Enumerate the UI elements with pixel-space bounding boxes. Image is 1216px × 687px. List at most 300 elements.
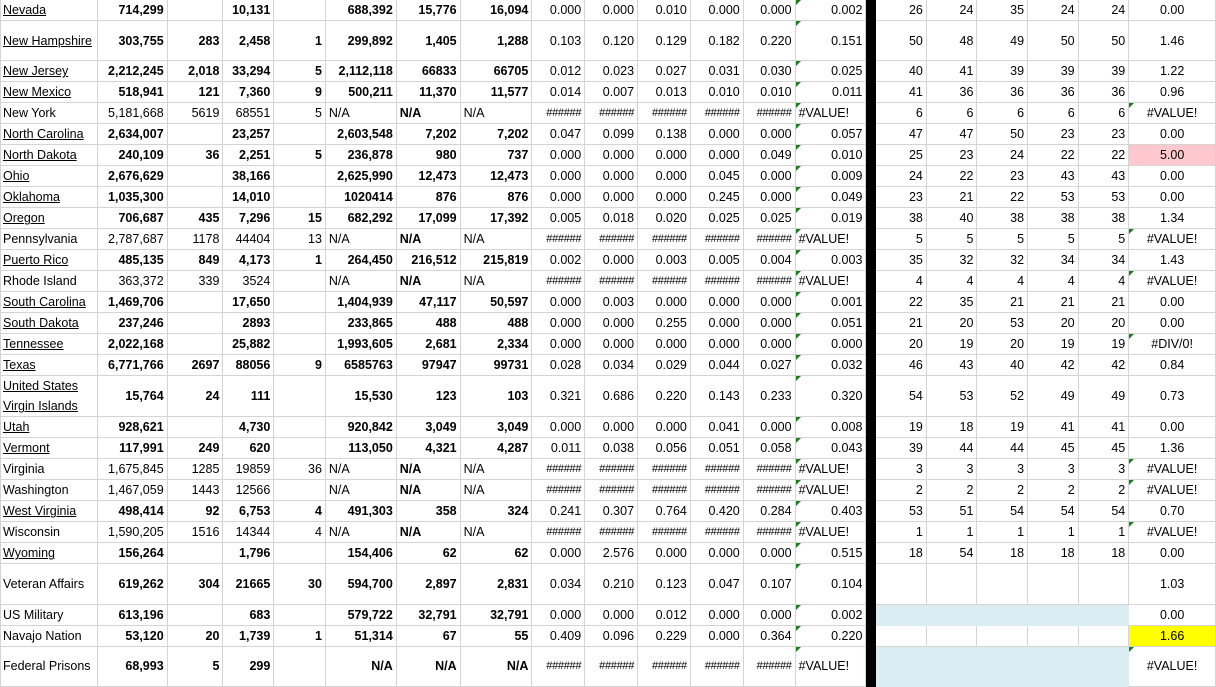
cell-c10[interactable]: 0.020 bbox=[638, 208, 691, 229]
cell-c12[interactable]: 0.010 bbox=[743, 82, 795, 103]
cell-c3[interactable]: 68551 bbox=[223, 103, 274, 124]
cell-c12[interactable]: 0.000 bbox=[743, 417, 795, 438]
cell-c5[interactable]: 299,892 bbox=[325, 21, 396, 61]
cell-c10[interactable]: 0.000 bbox=[638, 145, 691, 166]
cell-c5[interactable]: 233,865 bbox=[325, 313, 396, 334]
cell-c4[interactable] bbox=[274, 480, 326, 501]
cell-rank-2[interactable]: 41 bbox=[926, 61, 977, 82]
cell-rank-4[interactable]: 39 bbox=[1028, 61, 1079, 82]
cell-c2[interactable] bbox=[167, 187, 223, 208]
cell-c12[interactable]: ###### bbox=[743, 271, 795, 292]
cell-rank-3[interactable]: 3 bbox=[977, 459, 1028, 480]
cell-state-name[interactable] bbox=[1, 522, 98, 543]
cell-c2[interactable]: 121 bbox=[167, 82, 223, 103]
cell-c1[interactable]: 1,675,845 bbox=[97, 459, 167, 480]
state-link[interactable]: North Dakota bbox=[3, 148, 77, 163]
cell-c3[interactable]: 14,010 bbox=[223, 187, 274, 208]
cell-rank-3[interactable]: 32 bbox=[977, 250, 1028, 271]
cell-rank-3[interactable]: 18 bbox=[977, 543, 1028, 564]
cell-c10[interactable]: 0.764 bbox=[638, 501, 691, 522]
cell-c4[interactable] bbox=[274, 543, 326, 564]
cell-rank-4[interactable]: 21 bbox=[1028, 292, 1079, 313]
cell-rank-5[interactable] bbox=[1078, 604, 1129, 625]
cell-c2[interactable] bbox=[167, 0, 223, 21]
cell-c5[interactable]: 6585763 bbox=[325, 355, 396, 376]
cell-rank-2[interactable]: 53 bbox=[926, 376, 977, 417]
cell-c13[interactable]: #VALUE! bbox=[795, 271, 866, 292]
cell-c7[interactable]: 215,819 bbox=[460, 250, 532, 271]
cell-rank-4[interactable]: 18 bbox=[1028, 543, 1079, 564]
cell-c6[interactable]: 3,049 bbox=[396, 417, 460, 438]
cell-c1[interactable]: 15,764 bbox=[97, 376, 167, 417]
cell-c7[interactable]: 17,392 bbox=[460, 208, 532, 229]
cell-c3[interactable]: 21665 bbox=[223, 564, 274, 604]
cell-rank-1[interactable]: 23 bbox=[876, 187, 927, 208]
cell-c4[interactable] bbox=[274, 604, 326, 625]
cell-rank-4[interactable]: 6 bbox=[1028, 103, 1079, 124]
cell-c12[interactable]: 0.000 bbox=[743, 604, 795, 625]
cell-rank-1[interactable]: 38 bbox=[876, 208, 927, 229]
cell-c9[interactable]: ###### bbox=[585, 271, 638, 292]
cell-c12[interactable]: 0.000 bbox=[743, 124, 795, 145]
cell-c10[interactable]: ###### bbox=[638, 271, 691, 292]
state-link[interactable]: Texas bbox=[3, 358, 36, 373]
cell-rank-3[interactable]: 24 bbox=[977, 145, 1028, 166]
cell-ratio[interactable]: #DIV/0! bbox=[1129, 334, 1216, 355]
cell-c9[interactable]: ###### bbox=[585, 522, 638, 543]
cell-c11[interactable]: 0.420 bbox=[690, 501, 743, 522]
cell-c11[interactable]: 0.000 bbox=[690, 543, 743, 564]
cell-rank-3[interactable]: 40 bbox=[977, 355, 1028, 376]
cell-rank-3[interactable]: 19 bbox=[977, 417, 1028, 438]
cell-c6[interactable]: 32,791 bbox=[396, 604, 460, 625]
cell-c4[interactable] bbox=[274, 124, 326, 145]
cell-rank-4[interactable]: 54 bbox=[1028, 501, 1079, 522]
state-link[interactable]: New Hampshire bbox=[3, 33, 92, 48]
cell-ratio[interactable]: 0.84 bbox=[1129, 355, 1216, 376]
cell-rank-1[interactable]: 46 bbox=[876, 355, 927, 376]
state-link[interactable]: Ohio bbox=[3, 169, 30, 184]
cell-c7[interactable]: 7,202 bbox=[460, 124, 532, 145]
cell-ratio[interactable]: #VALUE! bbox=[1129, 459, 1216, 480]
cell-rank-1[interactable] bbox=[876, 604, 927, 625]
cell-c5[interactable]: N/A bbox=[325, 646, 396, 686]
cell-c7[interactable]: 2,831 bbox=[460, 564, 532, 604]
cell-ratio[interactable]: 1.46 bbox=[1129, 21, 1216, 61]
cell-rank-3[interactable] bbox=[977, 564, 1028, 604]
cell-c7[interactable]: 12,473 bbox=[460, 166, 532, 187]
cell-c2[interactable]: 1285 bbox=[167, 459, 223, 480]
cell-rank-1[interactable]: 2 bbox=[876, 480, 927, 501]
cell-c9[interactable]: 0.000 bbox=[585, 166, 638, 187]
cell-c11[interactable]: 0.245 bbox=[690, 187, 743, 208]
cell-c10[interactable]: ###### bbox=[638, 103, 691, 124]
cell-rank-3[interactable]: 4 bbox=[977, 271, 1028, 292]
cell-c4[interactable]: 13 bbox=[274, 229, 326, 250]
cell-rank-1[interactable] bbox=[876, 646, 927, 686]
cell-c13[interactable]: 0.057 bbox=[795, 124, 866, 145]
cell-rank-4[interactable]: 45 bbox=[1028, 438, 1079, 459]
cell-c13[interactable]: #VALUE! bbox=[795, 229, 866, 250]
cell-rank-1[interactable]: 24 bbox=[876, 166, 927, 187]
cell-rank-5[interactable]: 53 bbox=[1078, 187, 1129, 208]
cell-rank-2[interactable]: 24 bbox=[926, 0, 977, 21]
cell-c11[interactable]: ###### bbox=[690, 522, 743, 543]
cell-rank-3[interactable]: 49 bbox=[977, 21, 1028, 61]
cell-c6[interactable]: 67 bbox=[396, 625, 460, 646]
cell-state-name[interactable] bbox=[1, 124, 98, 145]
cell-ratio[interactable]: 0.00 bbox=[1129, 417, 1216, 438]
cell-c12[interactable]: 0.000 bbox=[743, 313, 795, 334]
cell-rank-4[interactable]: 34 bbox=[1028, 250, 1079, 271]
cell-c5[interactable]: 1,404,939 bbox=[325, 292, 396, 313]
cell-c5[interactable]: 154,406 bbox=[325, 543, 396, 564]
cell-c10[interactable]: 0.010 bbox=[638, 0, 691, 21]
cell-c12[interactable]: 0.000 bbox=[743, 166, 795, 187]
cell-rank-1[interactable]: 6 bbox=[876, 103, 927, 124]
cell-c2[interactable]: 2697 bbox=[167, 355, 223, 376]
cell-state-name[interactable] bbox=[1, 82, 98, 103]
cell-c5[interactable]: N/A bbox=[325, 229, 396, 250]
cell-c7[interactable]: N/A bbox=[460, 522, 532, 543]
cell-c1[interactable]: 714,299 bbox=[97, 0, 167, 21]
cell-state-name[interactable] bbox=[1, 480, 98, 501]
cell-rank-2[interactable]: 5 bbox=[926, 229, 977, 250]
cell-rank-5[interactable]: 2 bbox=[1078, 480, 1129, 501]
cell-c12[interactable]: 0.000 bbox=[743, 0, 795, 21]
cell-c13[interactable]: 0.008 bbox=[795, 417, 866, 438]
cell-c6[interactable]: 876 bbox=[396, 187, 460, 208]
cell-rank-5[interactable]: 5 bbox=[1078, 229, 1129, 250]
cell-ratio[interactable]: #VALUE! bbox=[1129, 271, 1216, 292]
cell-c6[interactable]: 97947 bbox=[396, 355, 460, 376]
cell-c7[interactable]: 50,597 bbox=[460, 292, 532, 313]
cell-ratio[interactable]: 0.70 bbox=[1129, 501, 1216, 522]
cell-c1[interactable]: 619,262 bbox=[97, 564, 167, 604]
cell-c11[interactable]: 0.000 bbox=[690, 625, 743, 646]
cell-ratio[interactable]: 0.00 bbox=[1129, 543, 1216, 564]
state-link[interactable]: Nevada bbox=[3, 3, 47, 17]
cell-rank-5[interactable]: 45 bbox=[1078, 438, 1129, 459]
cell-rank-5[interactable]: 6 bbox=[1078, 103, 1129, 124]
cell-c10[interactable]: 0.056 bbox=[638, 438, 691, 459]
cell-c4[interactable]: 9 bbox=[274, 82, 326, 103]
state-link[interactable]: South Dakota bbox=[3, 316, 79, 331]
cell-c11[interactable]: 0.044 bbox=[690, 355, 743, 376]
cell-rank-2[interactable]: 51 bbox=[926, 501, 977, 522]
cell-c3[interactable]: 7,360 bbox=[223, 82, 274, 103]
cell-c3[interactable]: 1,796 bbox=[223, 543, 274, 564]
state-link[interactable]: Tennessee bbox=[3, 337, 64, 352]
cell-c8[interactable]: ###### bbox=[532, 229, 585, 250]
cell-c9[interactable]: 0.038 bbox=[585, 438, 638, 459]
cell-state-name[interactable] bbox=[1, 0, 98, 21]
cell-c8[interactable]: ###### bbox=[532, 103, 585, 124]
cell-rank-4[interactable]: 23 bbox=[1028, 124, 1079, 145]
cell-c9[interactable]: ###### bbox=[585, 229, 638, 250]
state-link[interactable]: Wyoming bbox=[3, 546, 55, 561]
cell-c9[interactable]: 0.000 bbox=[585, 250, 638, 271]
cell-c4[interactable]: 4 bbox=[274, 522, 326, 543]
cell-c8[interactable]: 0.409 bbox=[532, 625, 585, 646]
cell-rank-3[interactable]: 23 bbox=[977, 166, 1028, 187]
cell-c8[interactable]: 0.000 bbox=[532, 166, 585, 187]
cell-c6[interactable]: 216,512 bbox=[396, 250, 460, 271]
cell-rank-1[interactable]: 50 bbox=[876, 21, 927, 61]
state-link[interactable]: Vermont bbox=[3, 441, 50, 456]
cell-rank-2[interactable]: 48 bbox=[926, 21, 977, 61]
cell-c8[interactable]: 0.047 bbox=[532, 124, 585, 145]
cell-rank-1[interactable]: 4 bbox=[876, 271, 927, 292]
cell-rank-5[interactable]: 23 bbox=[1078, 124, 1129, 145]
cell-c10[interactable]: 0.000 bbox=[638, 187, 691, 208]
cell-rank-2[interactable] bbox=[926, 625, 977, 646]
cell-c13[interactable]: 0.000 bbox=[795, 334, 866, 355]
cell-c7[interactable]: 32,791 bbox=[460, 604, 532, 625]
cell-c10[interactable]: 0.000 bbox=[638, 334, 691, 355]
cell-rank-5[interactable]: 18 bbox=[1078, 543, 1129, 564]
cell-c1[interactable]: 613,196 bbox=[97, 604, 167, 625]
cell-c3[interactable]: 38,166 bbox=[223, 166, 274, 187]
cell-state-name[interactable] bbox=[1, 604, 98, 625]
state-link[interactable]: South Carolina bbox=[3, 295, 86, 310]
cell-rank-2[interactable]: 44 bbox=[926, 438, 977, 459]
state-link[interactable]: Utah bbox=[3, 420, 30, 435]
cell-rank-2[interactable]: 35 bbox=[926, 292, 977, 313]
cell-rank-2[interactable]: 1 bbox=[926, 522, 977, 543]
cell-c5[interactable]: 500,211 bbox=[325, 82, 396, 103]
cell-c3[interactable]: 25,882 bbox=[223, 334, 274, 355]
cell-rank-2[interactable]: 18 bbox=[926, 417, 977, 438]
cell-c7[interactable]: 4,287 bbox=[460, 438, 532, 459]
cell-c1[interactable]: 53,120 bbox=[97, 625, 167, 646]
cell-c8[interactable]: ###### bbox=[532, 646, 585, 686]
cell-c7[interactable]: 103 bbox=[460, 376, 532, 417]
cell-c8[interactable]: 0.000 bbox=[532, 0, 585, 21]
cell-c7[interactable]: N/A bbox=[460, 271, 532, 292]
cell-rank-1[interactable]: 47 bbox=[876, 124, 927, 145]
cell-c13[interactable]: 0.025 bbox=[795, 61, 866, 82]
cell-c7[interactable]: 62 bbox=[460, 543, 532, 564]
cell-rank-2[interactable]: 2 bbox=[926, 480, 977, 501]
state-link[interactable]: United States Virgin Islands bbox=[3, 379, 79, 414]
cell-c4[interactable] bbox=[274, 187, 326, 208]
cell-rank-3[interactable]: 50 bbox=[977, 124, 1028, 145]
cell-c13[interactable]: 0.320 bbox=[795, 376, 866, 417]
cell-c2[interactable] bbox=[167, 313, 223, 334]
cell-c10[interactable]: 0.123 bbox=[638, 564, 691, 604]
cell-c6[interactable]: 4,321 bbox=[396, 438, 460, 459]
cell-rank-2[interactable]: 21 bbox=[926, 187, 977, 208]
cell-c10[interactable]: ###### bbox=[638, 646, 691, 686]
cell-c4[interactable]: 1 bbox=[274, 21, 326, 61]
cell-rank-5[interactable]: 34 bbox=[1078, 250, 1129, 271]
cell-c13[interactable]: #VALUE! bbox=[795, 459, 866, 480]
cell-rank-1[interactable]: 53 bbox=[876, 501, 927, 522]
cell-c10[interactable]: 0.229 bbox=[638, 625, 691, 646]
cell-c6[interactable]: 2,681 bbox=[396, 334, 460, 355]
cell-rank-4[interactable]: 3 bbox=[1028, 459, 1079, 480]
cell-c9[interactable]: 0.000 bbox=[585, 187, 638, 208]
cell-c9[interactable]: 0.003 bbox=[585, 292, 638, 313]
cell-ratio[interactable]: 0.00 bbox=[1129, 124, 1216, 145]
cell-c10[interactable]: 0.138 bbox=[638, 124, 691, 145]
cell-c2[interactable]: 435 bbox=[167, 208, 223, 229]
cell-rank-4[interactable]: 38 bbox=[1028, 208, 1079, 229]
cell-c11[interactable]: 0.000 bbox=[690, 604, 743, 625]
cell-rank-2[interactable] bbox=[926, 564, 977, 604]
cell-rank-4[interactable]: 42 bbox=[1028, 355, 1079, 376]
cell-c1[interactable]: 706,687 bbox=[97, 208, 167, 229]
cell-ratio[interactable]: 0.00 bbox=[1129, 313, 1216, 334]
cell-c12[interactable]: 0.000 bbox=[743, 334, 795, 355]
cell-c5[interactable]: 579,722 bbox=[325, 604, 396, 625]
cell-c1[interactable]: 1,035,300 bbox=[97, 187, 167, 208]
cell-c8[interactable]: 0.321 bbox=[532, 376, 585, 417]
cell-rank-3[interactable]: 38 bbox=[977, 208, 1028, 229]
cell-c13[interactable]: 0.019 bbox=[795, 208, 866, 229]
cell-c13[interactable]: 0.001 bbox=[795, 292, 866, 313]
cell-c1[interactable]: 1,469,706 bbox=[97, 292, 167, 313]
cell-ratio[interactable]: #VALUE! bbox=[1129, 522, 1216, 543]
cell-rank-5[interactable] bbox=[1078, 646, 1129, 686]
cell-rank-1[interactable]: 18 bbox=[876, 543, 927, 564]
cell-c11[interactable]: 0.010 bbox=[690, 82, 743, 103]
cell-rank-2[interactable]: 3 bbox=[926, 459, 977, 480]
cell-ratio[interactable]: 1.66 bbox=[1129, 625, 1216, 646]
cell-c10[interactable]: 0.003 bbox=[638, 250, 691, 271]
cell-c9[interactable]: 0.096 bbox=[585, 625, 638, 646]
cell-c7[interactable]: 737 bbox=[460, 145, 532, 166]
cell-rank-4[interactable]: 22 bbox=[1028, 145, 1079, 166]
cell-c6[interactable]: 980 bbox=[396, 145, 460, 166]
cell-c2[interactable]: 20 bbox=[167, 625, 223, 646]
cell-c4[interactable] bbox=[274, 271, 326, 292]
cell-c3[interactable]: 4,730 bbox=[223, 417, 274, 438]
cell-c7[interactable]: N/A bbox=[460, 480, 532, 501]
cell-c2[interactable]: 1178 bbox=[167, 229, 223, 250]
cell-c9[interactable]: 0.000 bbox=[585, 604, 638, 625]
cell-c3[interactable]: 19859 bbox=[223, 459, 274, 480]
cell-c13[interactable]: 0.003 bbox=[795, 250, 866, 271]
cell-c3[interactable]: 7,296 bbox=[223, 208, 274, 229]
cell-rank-4[interactable]: 24 bbox=[1028, 0, 1079, 21]
cell-c6[interactable]: N/A bbox=[396, 522, 460, 543]
cell-rank-2[interactable]: 6 bbox=[926, 103, 977, 124]
cell-c4[interactable]: 5 bbox=[274, 61, 326, 82]
cell-rank-3[interactable]: 1 bbox=[977, 522, 1028, 543]
cell-c6[interactable]: 123 bbox=[396, 376, 460, 417]
cell-c8[interactable]: ###### bbox=[532, 459, 585, 480]
cell-rank-4[interactable]: 2 bbox=[1028, 480, 1079, 501]
cell-c13[interactable]: 0.002 bbox=[795, 0, 866, 21]
cell-c13[interactable]: 0.043 bbox=[795, 438, 866, 459]
cell-c11[interactable]: 0.047 bbox=[690, 564, 743, 604]
cell-c5[interactable]: 113,050 bbox=[325, 438, 396, 459]
cell-c13[interactable]: 0.010 bbox=[795, 145, 866, 166]
cell-c12[interactable]: ###### bbox=[743, 480, 795, 501]
cell-c5[interactable]: N/A bbox=[325, 480, 396, 501]
cell-c4[interactable]: 5 bbox=[274, 145, 326, 166]
cell-ratio[interactable]: 1.43 bbox=[1129, 250, 1216, 271]
cell-c11[interactable]: 0.031 bbox=[690, 61, 743, 82]
cell-c13[interactable]: 0.151 bbox=[795, 21, 866, 61]
cell-c2[interactable]: 1516 bbox=[167, 522, 223, 543]
cell-rank-5[interactable]: 43 bbox=[1078, 166, 1129, 187]
cell-rank-3[interactable]: 21 bbox=[977, 292, 1028, 313]
cell-c4[interactable] bbox=[274, 166, 326, 187]
cell-ratio[interactable]: 0.00 bbox=[1129, 0, 1216, 21]
cell-c11[interactable]: 0.143 bbox=[690, 376, 743, 417]
cell-state-name[interactable] bbox=[1, 501, 98, 522]
cell-c12[interactable]: 0.027 bbox=[743, 355, 795, 376]
cell-c3[interactable]: 12566 bbox=[223, 480, 274, 501]
cell-rank-2[interactable]: 54 bbox=[926, 543, 977, 564]
state-link[interactable]: West Virginia bbox=[3, 504, 77, 519]
cell-c13[interactable]: 0.051 bbox=[795, 313, 866, 334]
cell-rank-4[interactable]: 19 bbox=[1028, 334, 1079, 355]
cell-c12[interactable]: 0.364 bbox=[743, 625, 795, 646]
cell-c5[interactable]: 1020414 bbox=[325, 187, 396, 208]
cell-c1[interactable]: 6,771,766 bbox=[97, 355, 167, 376]
cell-c9[interactable]: 0.686 bbox=[585, 376, 638, 417]
cell-c4[interactable]: 36 bbox=[274, 459, 326, 480]
cell-c4[interactable] bbox=[274, 0, 326, 21]
cell-c13[interactable]: #VALUE! bbox=[795, 103, 866, 124]
cell-rank-1[interactable]: 21 bbox=[876, 313, 927, 334]
cell-c3[interactable]: 2,251 bbox=[223, 145, 274, 166]
cell-c13[interactable]: 0.515 bbox=[795, 543, 866, 564]
cell-c4[interactable] bbox=[274, 292, 326, 313]
cell-rank-3[interactable]: 6 bbox=[977, 103, 1028, 124]
cell-c1[interactable]: 2,212,245 bbox=[97, 61, 167, 82]
cell-c12[interactable]: 0.025 bbox=[743, 208, 795, 229]
cell-rank-5[interactable]: 24 bbox=[1078, 0, 1129, 21]
cell-rank-3[interactable]: 53 bbox=[977, 313, 1028, 334]
cell-rank-3[interactable] bbox=[977, 625, 1028, 646]
cell-c6[interactable]: 47,117 bbox=[396, 292, 460, 313]
cell-c3[interactable]: 111 bbox=[223, 376, 274, 417]
cell-c9[interactable]: 2.576 bbox=[585, 543, 638, 564]
cell-c3[interactable]: 44404 bbox=[223, 229, 274, 250]
cell-c2[interactable]: 2,018 bbox=[167, 61, 223, 82]
cell-rank-5[interactable]: 3 bbox=[1078, 459, 1129, 480]
cell-rank-4[interactable] bbox=[1028, 646, 1079, 686]
cell-rank-3[interactable]: 35 bbox=[977, 0, 1028, 21]
cell-c10[interactable]: ###### bbox=[638, 459, 691, 480]
cell-state-name[interactable] bbox=[1, 103, 98, 124]
cell-state-name[interactable] bbox=[1, 187, 98, 208]
cell-c12[interactable]: ###### bbox=[743, 522, 795, 543]
cell-c9[interactable]: 0.000 bbox=[585, 0, 638, 21]
cell-rank-4[interactable] bbox=[1028, 564, 1079, 604]
cell-c9[interactable]: 0.034 bbox=[585, 355, 638, 376]
cell-rank-5[interactable]: 50 bbox=[1078, 21, 1129, 61]
cell-c9[interactable]: ###### bbox=[585, 103, 638, 124]
cell-c8[interactable]: 0.014 bbox=[532, 82, 585, 103]
cell-c10[interactable]: 0.220 bbox=[638, 376, 691, 417]
cell-c6[interactable]: 15,776 bbox=[396, 0, 460, 21]
cell-c11[interactable]: 0.000 bbox=[690, 334, 743, 355]
cell-c1[interactable]: 68,993 bbox=[97, 646, 167, 686]
cell-rank-1[interactable]: 39 bbox=[876, 438, 927, 459]
cell-c6[interactable]: 488 bbox=[396, 313, 460, 334]
cell-c13[interactable]: 0.220 bbox=[795, 625, 866, 646]
cell-rank-3[interactable]: 5 bbox=[977, 229, 1028, 250]
cell-c1[interactable]: 237,246 bbox=[97, 313, 167, 334]
cell-rank-4[interactable]: 43 bbox=[1028, 166, 1079, 187]
cell-rank-1[interactable]: 3 bbox=[876, 459, 927, 480]
